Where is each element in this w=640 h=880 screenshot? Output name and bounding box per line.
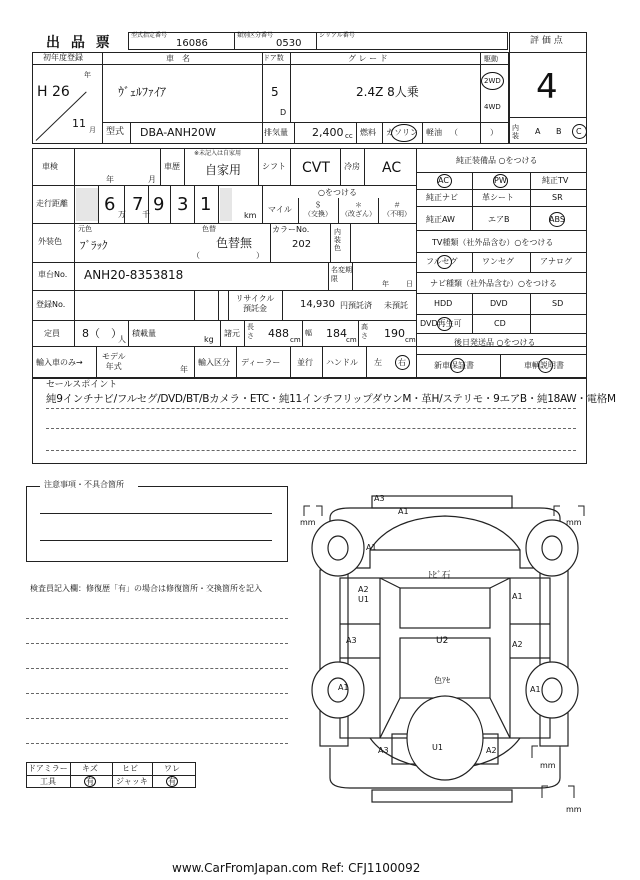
inspection-month: 月 — [148, 175, 156, 184]
equip-abs-circle — [549, 212, 565, 227]
equip-aw: 純正AW — [426, 215, 455, 224]
name-change-year: 年 — [382, 280, 389, 288]
mark-right-rear-door: A2 — [512, 640, 523, 649]
capacity-value: 8（ ） — [82, 327, 122, 340]
name-change-label: 名変期限 — [331, 266, 352, 283]
recycle-not: 未預託 — [384, 301, 408, 310]
length-unit: cm — [290, 336, 301, 344]
color-no-label: カラーNo. — [272, 225, 310, 234]
mileage-digit-5: 1 — [200, 194, 212, 215]
length-value: 488 — [268, 327, 289, 340]
mark-hood-chip: ﾄﾋﾞ石 — [428, 571, 451, 581]
type-label: 型式 — [106, 127, 125, 137]
doors-sub: D — [280, 108, 287, 117]
inspection-year: 年 — [106, 175, 114, 184]
doors-label: ドア数 — [263, 54, 284, 62]
navi-dvd-play-circle — [437, 317, 452, 331]
width-unit: cm — [346, 336, 357, 344]
year-suffix: 年 — [84, 71, 91, 79]
unknown-label: ＃ （不明） — [383, 201, 411, 218]
history-value: 自家用 — [205, 163, 242, 177]
later-title: 後日発送品 ○をつける — [454, 338, 536, 347]
fuel-label: 燃料 — [360, 128, 376, 137]
mm-label-rr: mm — [566, 805, 582, 814]
navi-hdd: HDD — [434, 299, 453, 308]
mark-left-fender: A1 — [366, 543, 377, 552]
inspector-label: 検査員記入欄：修復歴「有」の場合は修復箇所・交換箇所を記入 — [30, 584, 262, 593]
mile-label: マイル — [268, 205, 292, 214]
swap-label: ＄ （交換） — [304, 201, 332, 218]
mark-left-rear-wheel: A1 — [338, 683, 349, 692]
history-note: ※未記入は自家用 — [194, 150, 242, 157]
grade-value: 2.4Z 8人乗 — [356, 85, 419, 99]
mm-label-rl: mm — [540, 761, 556, 770]
shift-value: CVT — [302, 160, 330, 176]
notes-label: 注意事項・不具合箇所 — [44, 480, 124, 489]
fuel-diesel: 軽油 — [426, 128, 442, 137]
legend-mirror: ドアミラー — [28, 764, 68, 773]
drive-2wd: 2WD — [484, 77, 501, 85]
month-suffix: 月 — [89, 126, 96, 134]
legend-jack-circle — [166, 776, 178, 787]
mileage-digit-4: 3 — [177, 194, 189, 215]
equip-navi: 純正ナビ — [426, 193, 458, 202]
tv-title: TV種類（社外品含む）○をつける — [432, 238, 554, 247]
navi-cd: CD — [494, 319, 506, 328]
later-warranty-circle — [450, 358, 465, 373]
ac-label: 冷房 — [344, 162, 360, 171]
mileage-label: 走行距離 — [36, 199, 68, 208]
first-reg-year: H 26 — [37, 84, 70, 100]
sales-point-label: セールスポイント — [46, 380, 118, 390]
tv-fullseg: フルセグ — [426, 257, 458, 266]
legend-tools: 工具 — [40, 777, 56, 786]
displacement-unit: cc — [345, 132, 353, 140]
color-change-label: 色替 — [202, 225, 216, 233]
color-change-paren: （ ） — [192, 251, 264, 260]
interior-color-label: 内装色 — [334, 228, 341, 252]
interior-label: 内装 — [512, 124, 519, 140]
equip-ac-circle — [437, 174, 452, 188]
category-label: 類別区分番号 — [237, 32, 274, 39]
navi-title: ナビ種類（社外品含む）○をつける — [430, 279, 557, 288]
equip-tv: 純正TV — [542, 176, 569, 185]
reg-no-label: 登録No. — [36, 300, 66, 309]
chassis-label: 車台No. — [38, 270, 68, 279]
legend-tools-yes: 有 — [86, 777, 94, 786]
type-value: DBA-ANH20W — [140, 126, 216, 139]
category-value: 0530 — [276, 38, 302, 49]
inspection-label: 車検 — [42, 162, 58, 171]
equip-ac: AC — [438, 176, 449, 185]
height-label: 高さ — [361, 323, 368, 340]
capacity-label: 定員 — [44, 329, 60, 338]
color-change-value: 色替無 — [216, 236, 253, 250]
mileage-man: 万 — [118, 210, 126, 219]
shift-label: シフト — [262, 162, 286, 171]
legend-break: ワレ — [164, 764, 180, 773]
footer-watermark: www.CarFromJapan.com Ref: CFJ1100092 — [172, 861, 421, 875]
first-reg-label: 初年度登録 — [43, 53, 83, 62]
mark-front-bumper: A3 — [374, 494, 385, 503]
mark-right-front-door: A1 — [512, 592, 523, 601]
height-unit: cm — [405, 336, 416, 344]
model-year-suffix: 年 — [180, 365, 188, 374]
car-name-value: ｳﾞｪﾙﾌｧｲｱ — [118, 85, 167, 99]
interior-b: B — [556, 127, 562, 136]
later-manual-circle — [538, 358, 553, 373]
drive-4wd: 4WD — [484, 103, 501, 111]
mm-label-fr: mm — [566, 518, 582, 527]
grade-label: グ レ ー ド — [348, 54, 388, 63]
load-label: 積載量 — [132, 329, 156, 338]
sales-point-box — [32, 378, 587, 464]
legend-jack: ジャッキ — [116, 777, 148, 786]
score-label: 評 価 点 — [530, 36, 563, 46]
model-spec-value: 16086 — [176, 38, 208, 49]
score-value: 4 — [536, 67, 558, 107]
mark-rear-bumper-l: A3 — [378, 746, 389, 755]
color-no-value: 202 — [292, 239, 312, 250]
mark-rear-fade: 色ｱｾ — [434, 676, 450, 685]
mark-right-rear-wheel: A1 — [530, 685, 541, 694]
history-label: 車歴 — [164, 162, 180, 171]
mark-left-front-door-a: A2 — [358, 585, 369, 594]
mark-front-edge: A1 — [398, 507, 409, 516]
legend-scratch: キズ — [82, 764, 98, 773]
mileage-km: km — [244, 211, 257, 220]
later-manual: 車輌説明書 — [524, 361, 564, 370]
recycle-deposited: 円預託済 — [340, 301, 372, 310]
mark-rear-bumper-c: U1 — [432, 743, 443, 752]
model-spec-label: 型式指定番号 — [131, 32, 168, 39]
width-value: 184 — [326, 327, 347, 340]
equip-pw: PW — [494, 176, 507, 185]
car-name-label: 車 名 — [166, 54, 190, 63]
legend-tools-circle — [84, 776, 96, 787]
equip-leather: 革シート — [482, 193, 514, 202]
mileage-digit-3: 9 — [153, 194, 165, 215]
load-unit: kg — [204, 335, 214, 344]
mm-label-fl: mm — [300, 518, 316, 527]
import-type-label: 輸入区分 — [198, 358, 230, 367]
fuel-other: （ ） — [450, 128, 498, 137]
legend-crack: ヒビ — [122, 764, 138, 773]
mileage-sen: 千 — [142, 210, 150, 219]
import-label: 輸入車のみ→ — [36, 358, 83, 367]
mark-rear-bumper-r: A2 — [486, 746, 497, 755]
legend-jack-yes: 有 — [168, 777, 176, 786]
displacement-label: 排気量 — [264, 128, 288, 137]
later-warranty: 新車保証書 — [434, 361, 474, 370]
mileage-digit-1: 6 — [104, 194, 116, 215]
name-change-day: 日 — [406, 280, 413, 288]
tv-fullseg-circle — [437, 255, 452, 269]
notes-box — [26, 486, 288, 562]
sales-point-text: 純9インチナビ/フルセグ/DVD/BT/Bカメラ・ETC・純11インチフリップダウンM・革H/ステリモ・9エアB・純18AW・電格M — [46, 393, 616, 405]
handle-left: 左 — [374, 358, 382, 367]
height-value: 190 — [384, 327, 405, 340]
equip-sr: SR — [552, 193, 563, 202]
mark-left-front-door-u: U1 — [358, 595, 369, 604]
width-label: 幅 — [305, 329, 312, 337]
interior-c-circle — [572, 124, 587, 139]
capacity-unit: 人 — [118, 335, 126, 344]
recycle-label: リサイクル預託金 — [235, 294, 275, 313]
dealer-label: ディーラー — [241, 358, 281, 367]
chassis-value: ANH20-8353818 — [84, 268, 184, 282]
tamper-label: ＊ （改ざん） — [341, 201, 376, 218]
equip-pw-circle — [493, 174, 508, 188]
drive-label: 駆動 — [484, 55, 498, 63]
equip-airbag: エアB — [488, 215, 510, 224]
parallel-label: 並行 — [297, 358, 313, 367]
model-year-label: モデル 年式 — [102, 352, 126, 371]
navi-sd: SD — [552, 299, 564, 308]
genuine-title: 純正装備品 ○をつける — [456, 156, 538, 165]
mileage-digit-2: 7 — [132, 194, 144, 215]
recycle-value: 14,930 — [300, 299, 335, 310]
color-value: ﾌﾞﾗｯｸ — [80, 239, 108, 252]
exterior-color-label: 外装色 — [38, 237, 62, 246]
document-title: 出 品 票 — [46, 35, 113, 51]
original-color-label: 元色 — [78, 225, 92, 233]
interior-a: A — [535, 127, 541, 136]
mileage-circle-note: ○をつける — [318, 188, 357, 197]
interior-c: C — [576, 127, 582, 136]
fuel-gasoline: ガソリン — [386, 128, 418, 137]
handle-right-circle — [395, 355, 410, 370]
equip-abs: ABS — [549, 215, 565, 224]
first-reg-month: 11 — [72, 117, 86, 130]
tv-analog: アナログ — [540, 257, 572, 266]
mark-roof: U2 — [436, 636, 449, 646]
navi-dvd-play: DVD再生可 — [420, 319, 462, 328]
drive-2wd-circle — [481, 72, 504, 90]
fuel-gasoline-circle — [391, 124, 417, 142]
handle-label: ハンドル — [326, 358, 358, 367]
doors-value: 5 — [271, 85, 279, 99]
mark-left-rear-door: A3 — [346, 636, 357, 645]
length-label: 長さ — [247, 323, 254, 340]
dims-label: 諸元 — [224, 329, 240, 338]
handle-right: 右 — [398, 358, 406, 367]
ac-value: AC — [382, 160, 402, 176]
serial-label: シリアル番号 — [319, 32, 355, 39]
navi-dvd: DVD — [490, 299, 508, 308]
displacement-value: 2,400 — [312, 126, 344, 139]
tv-oneseg: ワンセグ — [482, 257, 514, 266]
